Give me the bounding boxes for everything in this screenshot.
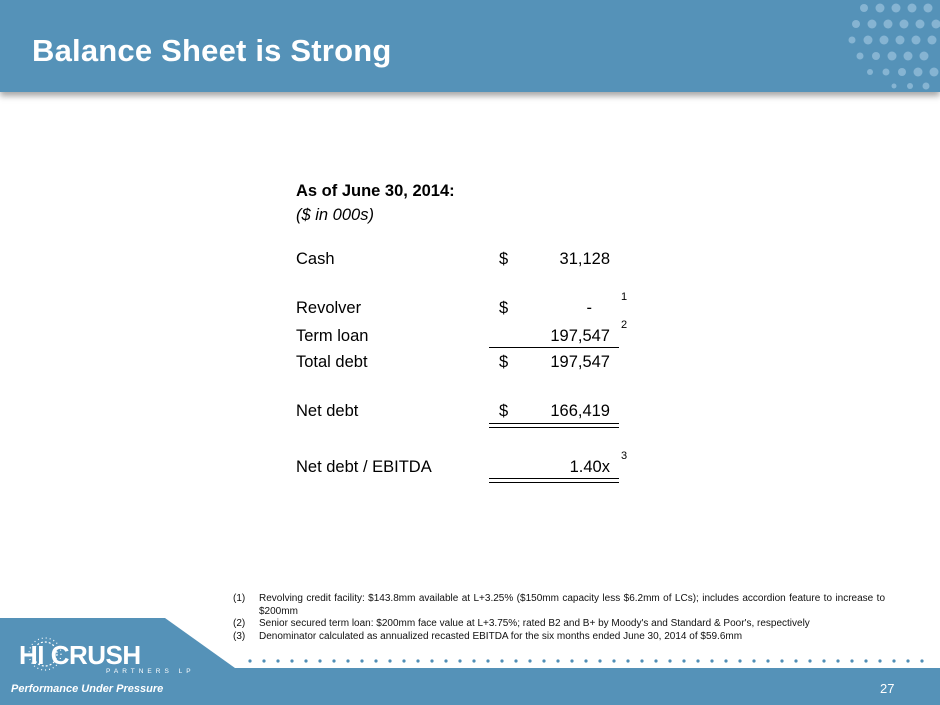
row-label: Net debt: [296, 402, 359, 420]
row-cash: [296, 250, 636, 272]
row-revolver: [296, 291, 636, 321]
row-amount: 31,128: [559, 250, 610, 268]
row-net-debt: [296, 402, 636, 424]
currency-symbol: $: [499, 353, 509, 371]
footnote-number: (1): [233, 593, 246, 604]
footnote-number: (2): [233, 618, 246, 629]
row-total-debt: [296, 353, 636, 375]
row-label: Revolver: [296, 299, 362, 317]
row-label: Cash: [296, 250, 335, 268]
table-heading: As of June 30, 2014:: [296, 182, 455, 200]
company-logo-subtitle: PARTNERS LP: [106, 668, 195, 675]
row-amount: 197,547: [550, 353, 610, 371]
footnote-text: Revolving credit facility: $143.8mm available at L+3.25% ($150mm capacity less $6.2mm of LCs); includes accordion feature to increase to $200mm: [259, 593, 885, 617]
table-units: ($ in 000s): [296, 206, 374, 224]
currency-symbol: $: [499, 250, 509, 268]
footnote-marker: 2: [621, 319, 628, 331]
slide-title: Balance Sheet is Strong: [32, 33, 392, 68]
company-tagline: Performance Under Pressure: [11, 683, 164, 695]
footnote-marker: 3: [621, 450, 628, 462]
total-double-rule: [489, 478, 619, 483]
row-term-loan: [296, 319, 636, 349]
title-banner: [0, 0, 940, 92]
footnote-item: [233, 593, 885, 618]
row-amount: 1.40x: [569, 458, 610, 476]
row-label: Term loan: [296, 327, 369, 345]
total-double-rule: [489, 423, 619, 428]
footnote-text: Denominator calculated as annualized recasted EBITDA for the six months ended June 30, 2014 of $59.6mm: [259, 630, 743, 642]
footnote-text: Senior secured term loan: $200mm face value at L+3.75%; rated B2 and B+ by Moody's and Standard & Poor's, respectively: [259, 618, 810, 629]
row-amount: -: [586, 299, 592, 317]
row-amount: 166,419: [550, 402, 610, 420]
page-number: 27: [880, 681, 895, 696]
footnote-number: (3): [233, 630, 246, 642]
currency-symbol: $: [499, 299, 509, 317]
row-label: Total debt: [296, 353, 368, 371]
dot-pattern-decoration: [840, 0, 940, 92]
currency-symbol: $: [499, 402, 509, 420]
company-logo: HI CRUSH: [19, 640, 141, 670]
footnote-marker: 1: [621, 291, 628, 303]
row-leverage: [296, 450, 636, 480]
row-amount: 197,547: [550, 327, 610, 345]
row-label: Net debt / EBITDA: [296, 458, 432, 476]
subtotal-rule: [489, 347, 619, 348]
